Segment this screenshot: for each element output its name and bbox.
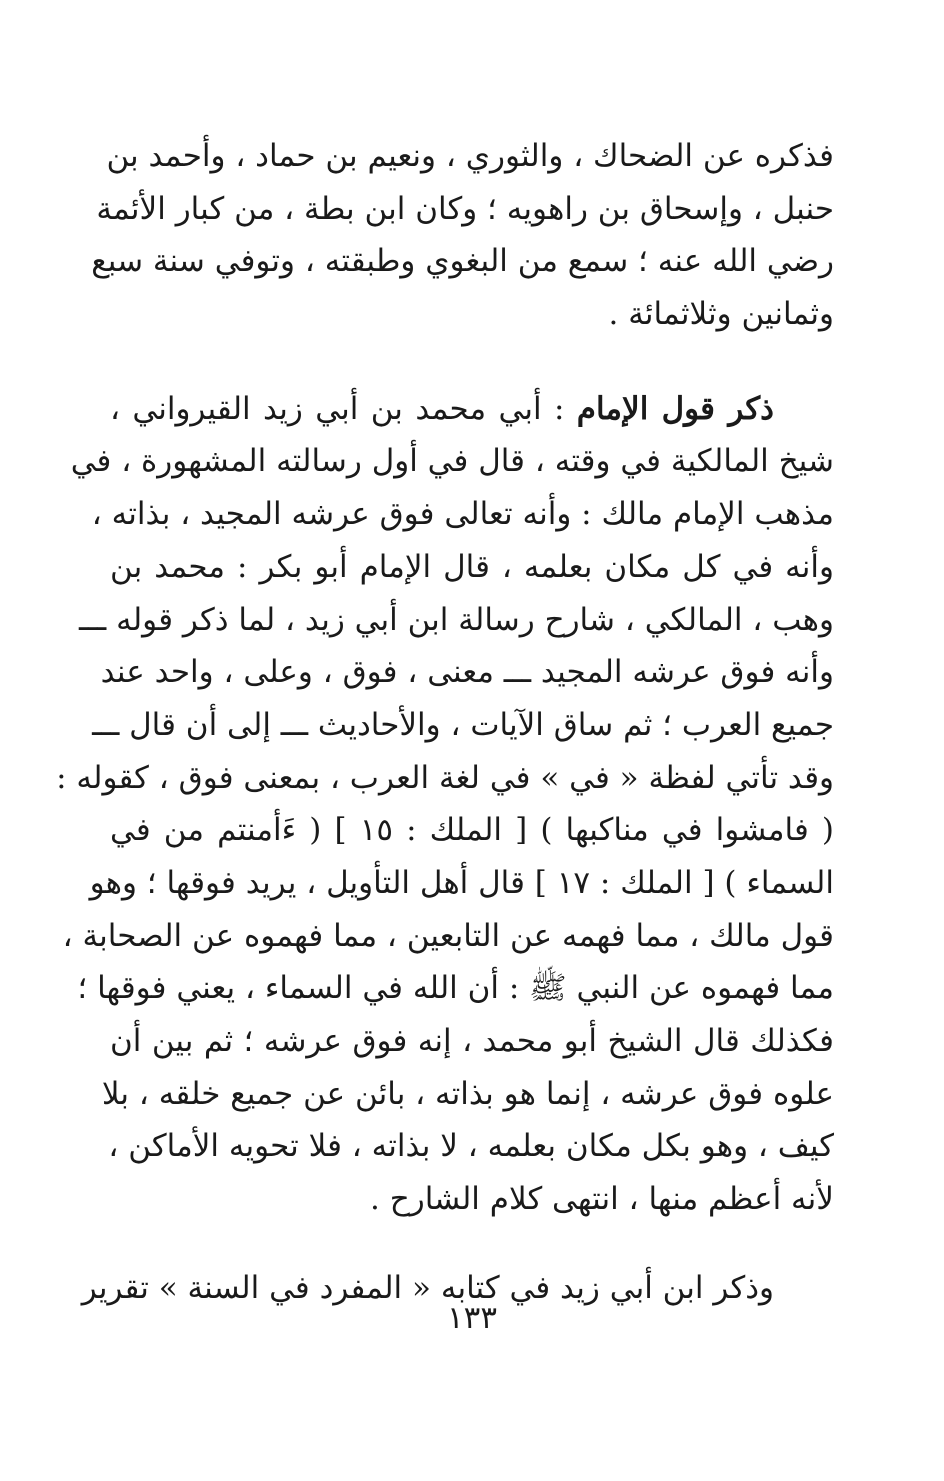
text-line: حنبل ، وإسحاق بن راهويه ؛ وكان ابن بطة ، من كبار الأئمة	[96, 190, 834, 227]
text-line: وهب ، المالكي ، شارح رسالة ابن أبي زيد ، لما ذكر قوله ـــ	[79, 601, 834, 638]
heading-continuation: : أبي محمد بن أبي زيد القيرواني ،	[110, 390, 565, 427]
text-line: ( فامشوا في مناكبها ) [ الملك : ١٥ ] ( ءَأمنتم من في	[110, 812, 834, 849]
text-line: فذكره عن الضحاك ، والثوري ، ونعيم بن حماد ، وأحمد بن	[106, 138, 834, 174]
paragraph-ibn-batta	[91, 130, 834, 341]
text-line: السماء ) [ الملك : ١٧ ] قال أهل التأويل ، يريد فوقها ؛ وهو	[89, 864, 834, 901]
text-line: وقد تأتي لفظة « في » في لغة العرب ، بمعنى فوق ، كقوله :	[56, 759, 834, 796]
text-line: رضي الله عنه ؛ سمع من البغوي وطبقته ، وتوفي سنة سبع	[91, 243, 834, 280]
text-line: لأنه أعظم منها ، انتهى كلام الشارح .	[370, 1181, 834, 1218]
text-line: وثمانين وثلاثمائة .	[608, 296, 834, 333]
text-line: مما فهموه عن النبي ﷺ : أن الله في السماء ، يعني فوقها ؛	[77, 970, 834, 1007]
text-line: جميع العرب ؛ ثم ساق الآيات ، والأحاديث ـــ إلى أن قال ـــ	[92, 706, 834, 743]
text-line: وأنه في كل مكان بعلمه ، قال الإمام أبو بكر : محمد بن	[110, 548, 834, 585]
text-line	[110, 383, 834, 436]
text-line: علوه فوق عرشه ، إنما هو بذاته ، بائن عن جميع خلقه ، بلا	[101, 1075, 834, 1112]
page-number: ١٣٣	[447, 1300, 497, 1336]
text-line: وأنه فوق عرشه المجيد ـــ معنى ، فوق ، وعلى ، واحد عند	[100, 654, 834, 691]
text-line: شيخ المالكية في وقته ، قال في أول رسالته المشهورة ، في	[70, 443, 834, 480]
text-line: كيف ، وهو بكل مكان بعلمه ، لا بذاته ، فلا تحويه الأماكن ،	[108, 1128, 834, 1165]
page-body	[56, 130, 834, 1314]
text-line: قول مالك ، مما فهمه عن التابعين ، مما فهموه عن الصحابة ،	[62, 917, 834, 954]
paragraph-ibn-abi-zayd	[56, 383, 834, 1226]
text-line: مذهب الإمام مالك : وأنه تعالى فوق عرشه المجيد ، بذاته ،	[91, 496, 834, 533]
text-line: وذكر ابن أبي زيد في كتابه « المفرد في السنة » تقرير	[81, 1269, 774, 1306]
section-heading: ذكر قول الإمام	[576, 390, 774, 427]
text-line: فكذلك قال الشيخ أبو محمد ، إنه فوق عرشه ؛ ثم بين أن	[110, 1023, 834, 1059]
